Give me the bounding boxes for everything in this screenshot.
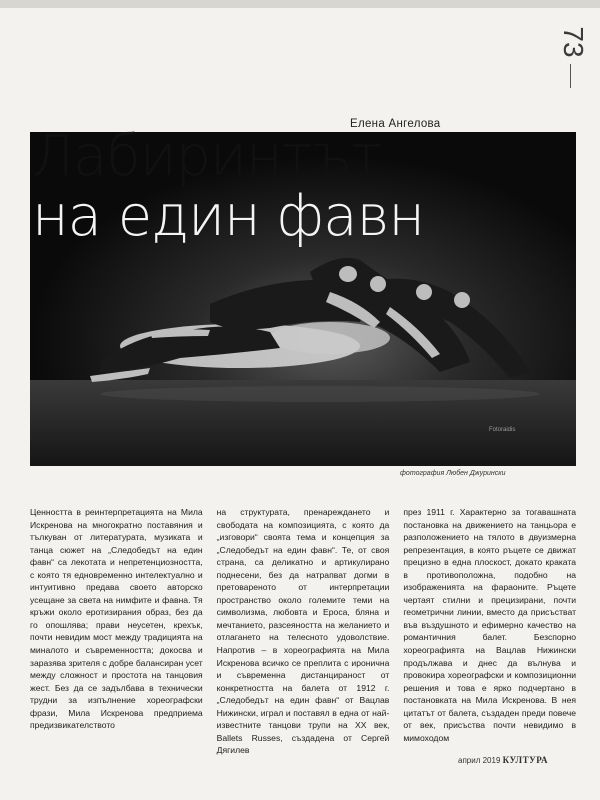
article-column-3: през 1911 г. Характерно за тогавашната постановка на движението на танцьора е разположението на тялото в двуизмерна репрезентация, в която ръцете се движат прецизно в една плоскост, докато краката в противоположна, подобно на изображенията на фараоните. Ръцете чертаят стилни и прецизирани, почти геометрични линии, вместо да присъстват във въздушното и ефимерно качество на романтичния балет. Безспорно хореографията на Вацлав Нижински продължава и днес да вълнува и провокира хореографски и композиционни решения и това е ярко подчертано в постановката на Мила Искренова. В нея цитатът от балета, създаден преди повече от век, присъства почти невидимо в мимоходом [403,507,577,743]
article-body [30,506,577,756]
photo-credit: фотография Любен Джурински [400,470,506,477]
page-number: 73 [558,26,589,58]
article-title-line-1: Лабиринтът [32,124,381,189]
page-top-band [0,0,600,8]
article-column-2: на структурата, пренареждането и свободата на композицията, с която да „изговори“ своята тема и концепция за „Следобедът на един фавн“. Те, от своя страна, са деликатно и артикулирано поднесени, без да натрапват догми в претовареното от интерпретации пространство около големите теми на символизма, любовта и Ероса, блянa и мечтанието, разсеяността на желанието и отлагането на телесното удоволствие. Напротив – в хореографията на Мила Искренова всичко се преплита с иронична и съвременна дистанцираност от конкретността на балета от 1912 г. „Следобедът на един фавн“ от Вацлав Нижински, играл и поставял в една от най-известните танцови трупи на XX век, Ballets Russes, създадена от Сергей Дягилев [216,507,390,756]
issue-date: април 2019 [458,756,501,765]
page-footer [458,755,548,765]
page-number-rule [570,64,571,88]
article-title-line-2: на един фавн [32,184,425,249]
article-column-1: Ценността в реинтерпретацията на Мила Искренова на многократно поставяния и тълкуван от литературата, музиката и танца сюжет на „Следобедът на един фавн“ са лекотата и непретенциозността, с която тя едновременно интелектуално и интуитивно предава своето авторско усещане за света на нимфите и фавна. Тя кръжи около еротизирания образ, без да го опошлява; прави неусетен, крехък, почти невидим мост между традицията на миналото и съвременността; докосва и заразява зрителя с добре балансиран усет между сложност и простота на танцовия жест. Без да се задълбава в технически трудни за изпълнение хореографски фрази, Мила Искренова предприема предизвикателството [30,507,203,731]
magazine-name: КУЛТУРА [502,755,549,765]
photo-watermark: Fotoraidis [489,427,516,433]
author-name: Елена Ангелова [350,118,441,130]
